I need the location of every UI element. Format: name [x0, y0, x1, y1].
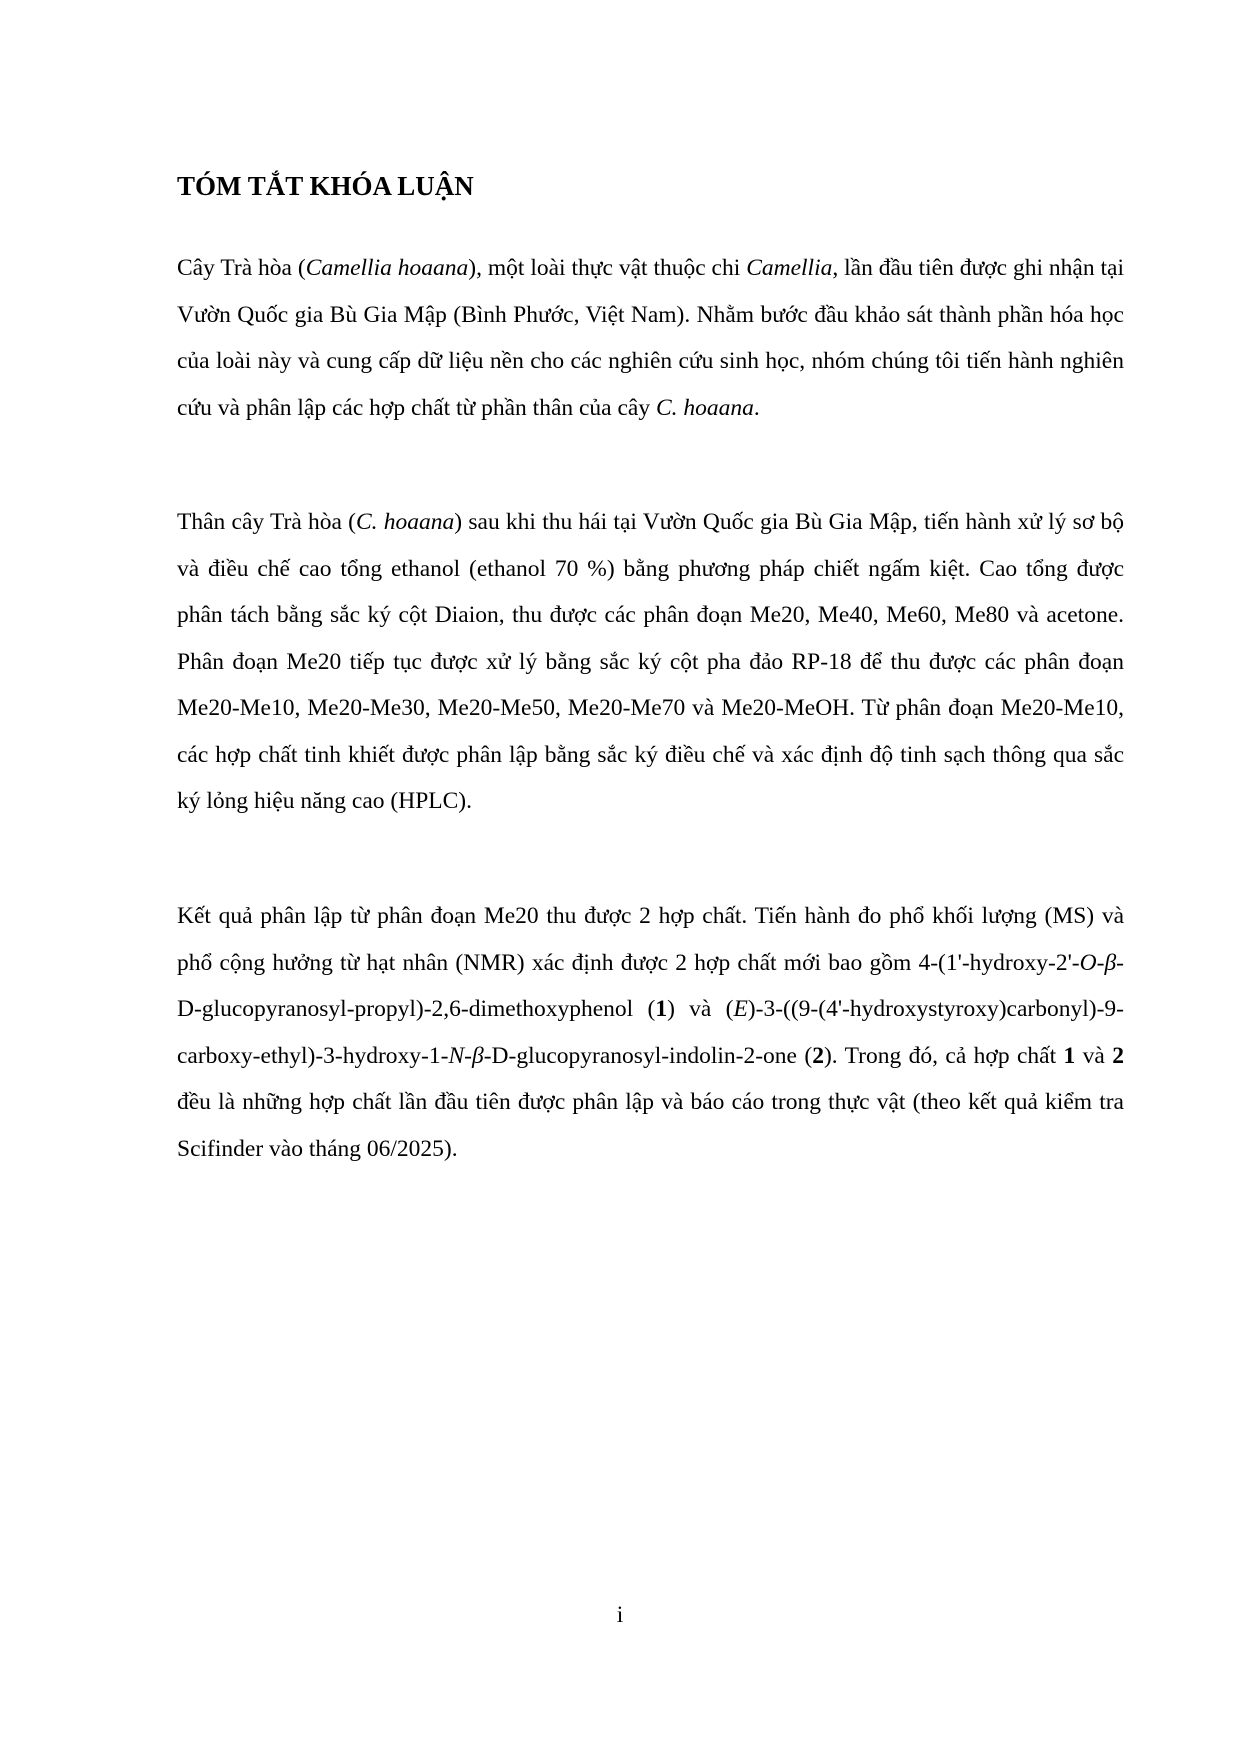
genus-name: Camellia — [746, 255, 833, 281]
compound-number: 2 — [812, 1042, 824, 1069]
compound-number: 1 — [655, 996, 668, 1022]
compound-number: 2 — [1112, 1042, 1124, 1069]
paragraph-introduction: Cây Trà hòa (Camellia hoaana), một loài thực vật thuộc chi Camellia, lần đầu tiên được ghi nhận tại Vườn Quốc gia Bù Gia Mập (Bình Phước, Việt Nam). Nhằm bước đầu khảo sát thành phần hóa học của loài này và cung cấp dữ liệu nền cho các nghiên cứu sinh học, nhóm chúng tôi tiến hành nghiên cứu và phân lập các hợp chất từ phần thân của cây C. hoaana. — [177, 255, 1124, 421]
species-abbrev: C. hoaana — [655, 394, 754, 421]
page-number: i — [616, 1602, 624, 1628]
paragraph-methods: Thân cây Trà hòa (C. hoaana) sau khi thu hái tại Vườn Quốc gia Bù Gia Mập, tiến hành xử lý sơ bộ và điều chế cao tổng ethanol (ethanol 70 %) bằng phương pháp chiết ngấm kiệt. Cao tổng được phân tách bằng sắc ký cột Diaion, thu được các phân đoạn Me20, Me40, Me60, Me80 và acetone. Phân đoạn Me20 tiếp tục được xử lý bằng sắc ký cột pha đảo RP-18 để thu được các phân đoạn Me20-Me10, Me20-Me30, Me20-Me50, Me20-Me70 và Me20-MeOH. Từ phân đoạn Me20-Me10, các hợp chất tinh khiết được phân lập bằng sắc ký điều chế và xác định độ tinh sạch thông qua sắc ký lỏng hiệu năng cao (HPLC). — [177, 509, 1124, 814]
paragraph-results: Kết quả phân lập từ phân đoạn Me20 thu được 2 hợp chất. Tiến hành đo phổ khối lượng (MS) và phổ cộng hưởng từ hạt nhân (NMR) xác định được 2 hợp chất mới bao gồm 4-(1'-hydroxy-2'-O-β-D-glucopyranosyl-propyl)-2,6-dimethoxyphenol (1) và (E)-3-((9-(4'-hydroxystyroxy)carbonyl)-9-carboxy-ethyl)-3-hydroxy-1-N-β-D-glucopyranosyl-indolin-2-one (2). Trong đó, cả hợp chất 1 và 2 đều là những hợp chất lần đầu tiên được phân lập và báo cáo trong thực vật (theo kết quả kiểm tra Scifinder vào tháng 06/2025). — [177, 903, 1124, 1162]
species-abbrev: C. hoaana — [356, 509, 455, 535]
compound-number: 1 — [1063, 1042, 1076, 1069]
page-title: TÓM TẮT KHÓA LUẬN — [177, 171, 474, 201]
species-name: Camellia hoaana — [305, 255, 469, 281]
